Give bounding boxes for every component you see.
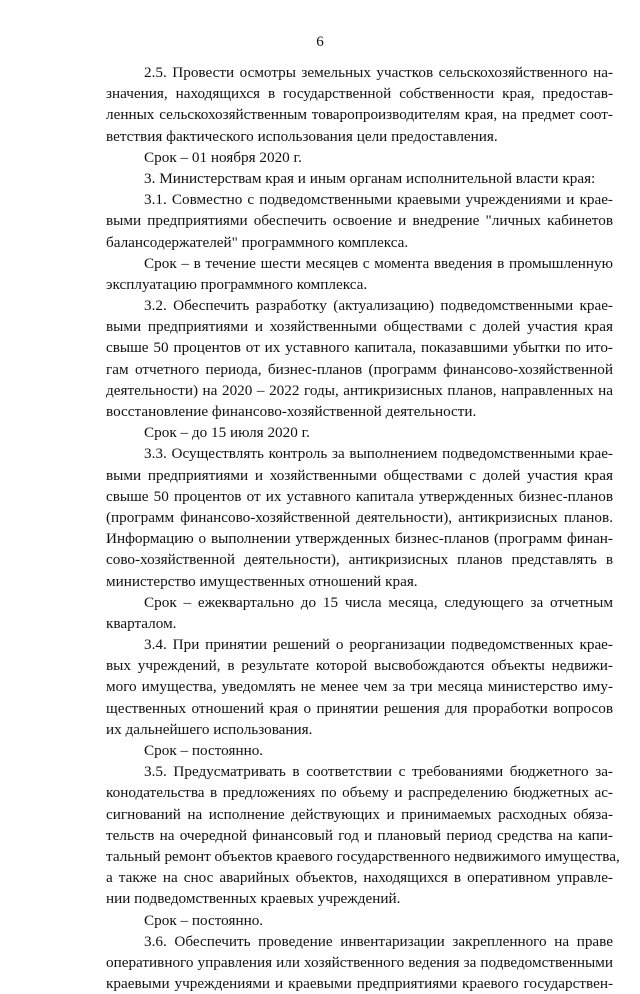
text-line: Срок – ежеквартально до 15 числа месяца, следующего за отчетным (144, 593, 613, 611)
document-body (106, 62, 620, 994)
text-line: а также на снос аварийных объектов, находящихся в оперативном управле- (106, 869, 613, 887)
text-line: 3. Министерствам края и иным органам исполнительной власти края: (144, 169, 596, 187)
text-line: кварталом. (106, 614, 177, 632)
text-line: краевыми учреждениями и краевыми предприятиями краевого государствен- (106, 975, 613, 993)
text-line: балансодержателей" программного комплекса. (106, 233, 409, 251)
text-line: ветствия фактического использования цели предоставления. (106, 127, 498, 145)
text-line: выми предприятиями и хозяйственными обществами с долей участия края (106, 318, 613, 336)
text-line: Срок – в течение шести месяцев с момента введения в промышленную (144, 254, 613, 272)
text-line: 2.5. Провести осмотры земельных участков сельскохозяйственного на- (144, 64, 613, 81)
text-line: свыше 50 процентов от их уставного капитала, показавшими убытки по ито- (106, 339, 613, 357)
text-line: оперативного управления или хозяйственного ведения за подведомственными (106, 953, 613, 971)
text-line: 3.3. Осуществлять контроль за выполнением подведомственными крае- (144, 445, 613, 463)
text-line: выми предприятиями обеспечить освоение и внедрение "личных кабинетов (106, 212, 613, 230)
text-line: Срок – постоянно. (144, 911, 264, 929)
text-line: 3.6. Обеспечить проведение инвентаризации закрепленного на праве (144, 932, 613, 950)
text-line: выми предприятиями и хозяйственными обществами с долей участия края (106, 466, 613, 484)
text-line: гам отчетного периода, бизнес-планов (программ финансово-хозяйственной (106, 360, 613, 378)
text-line: вых учреждений, в результате которой высвобождаются объекты недвижи- (106, 657, 613, 675)
text-line: их дальнейшего использования. (106, 720, 313, 738)
text-line: сово-хозяйственной деятельности), антикризисных планов представлять в (106, 551, 613, 569)
text-line: (программ финансово-хозяйственной деятельности), антикризисных планов. (106, 508, 613, 526)
text-line: щественных отношений края о принятии решения для проработки вопросов (106, 699, 613, 717)
page-number: 6 (316, 34, 324, 50)
text-line: ленных сельскохозяйственным товаропроизводителям края, на предмет соот- (106, 106, 613, 124)
text-line: конодательства в предложениях по объему и распределению бюджетных ас- (106, 784, 613, 802)
text-line: сигнований на исполнение действующих и принимаемых расходных обяза- (106, 805, 613, 823)
text-line: восстановление финансово-хозяйственной деятельности. (106, 403, 477, 420)
text-line: мого имущества, уведомлять не менее чем за три месяца министерство иму- (106, 678, 613, 696)
text-line: Срок – постоянно. (144, 742, 264, 759)
text-line: свыше 50 процентов от их уставного капитала утвержденных бизнес-планов (106, 487, 613, 505)
text-line: эксплуатацию программного комплекса. (106, 275, 368, 293)
text-line: нии подведомственных краевых учреждений. (106, 890, 401, 908)
text-line: значения, находящихся в государственной собственности края, предостав- (106, 85, 613, 103)
text-line: Срок – 01 ноября 2020 г. (144, 148, 302, 166)
text-line: тельств на очередной финансовый год и плановый период средства на капи- (106, 826, 613, 844)
text-line: министерство имущественных отношений края. (106, 572, 418, 590)
text-line: деятельности) на 2020 – 2022 годы, антикризисных планов, направленных на (106, 381, 613, 399)
text-line: Срок – до 15 июля 2020 г. (144, 424, 310, 442)
text-line: 3.5. Предусматривать в соответствии с требованиями бюджетного за- (144, 763, 613, 781)
text-line: 3.4. При принятии решений о реорганизации подведомственных крае- (144, 636, 613, 654)
text-line: тальный ремонт объектов краевого государственного недвижимого имущества, (106, 847, 620, 865)
text-line: 3.2. Обеспечить разработку (актуализацию) подведомственными крае- (144, 297, 613, 315)
text-line: 3.1. Совместно с подведомственными краевыми учреждениями и крае- (144, 191, 613, 209)
text-line: Информацию о выполнении утвержденных бизнес-планов (программ финан- (106, 530, 613, 548)
